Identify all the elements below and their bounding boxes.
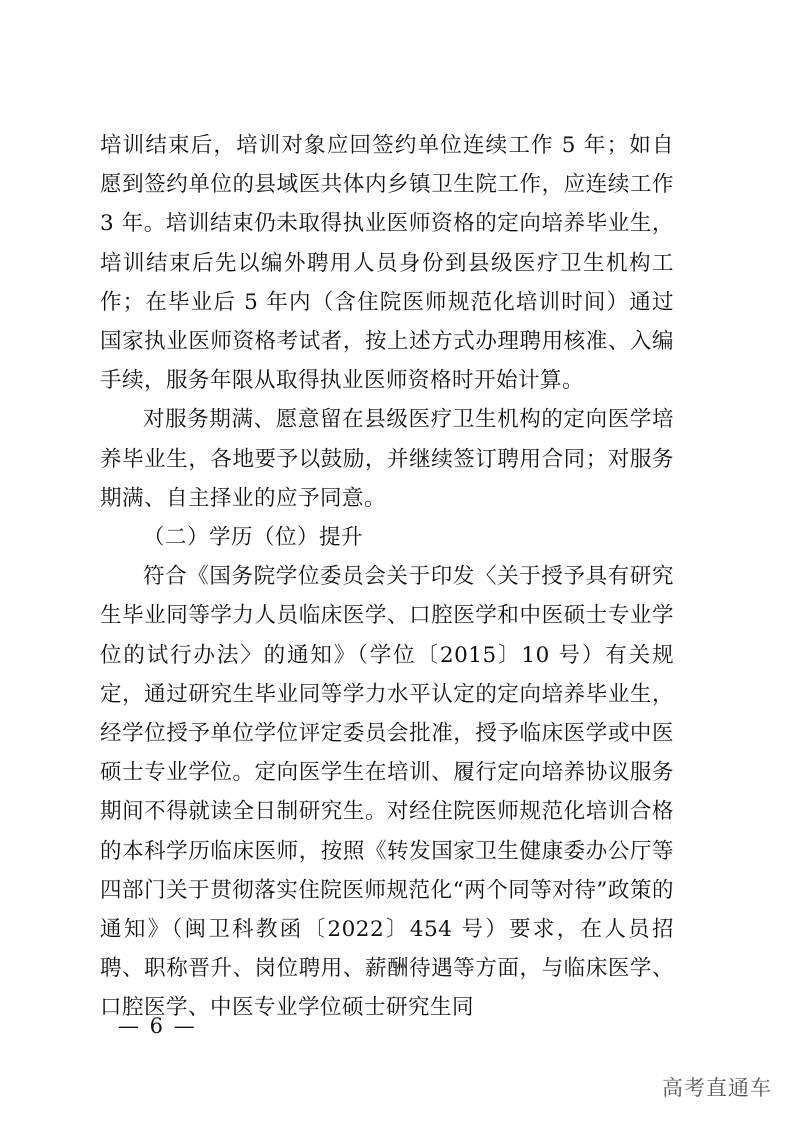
watermark: 高考直通车 [662,1076,772,1100]
section-heading: （二）学历（位）提升 [143,525,364,551]
paragraph-service-period: 对服务期满、愿意留在县级医疗卫生机构的定向医学培养毕业生，各地要予以鼓励，并继续签订聘用合同；对服务期满、自主择业的应予同意。 [100,407,674,511]
page-number: — 6 — [118,1014,197,1038]
paragraph-continuation: 培训结束后，培训对象应回签约单位连续工作 5 年；如自愿到签约单位的县域医共体内乡镇卫生院工作，应连续工作 3 年。培训结束仍未取得执业医师资格的定向培养毕业生，培训结束后先以编外聘用人员身份到县级医疗卫生机构工作；在毕业后 5 年内（含住院医师规范化培训时间）通过国家执业医师资格考试者，按上述方式办理聘用核准、入编手续，服务年限从取得执业医师资格时开始计算。 [100,133,674,394]
paragraph-degree-upgrade: 符合《国务院学位委员会关于印发〈关于授予具有研究生毕业同等学力人员临床医学、口腔医学和中医硕士专业学位的试行办法〉的通知》（学位〔2015〕10 号）有关规定，通过研究生毕业同等学力水平认定的定向培养毕业生，经学位授予单位学位评定委员会批准，授予临床医学或中医硕士专业学位。定向医学生在培训、履行定向培养协议服务期间不得就读全日制研究生。对经住院医师规范化培训合格的本科学历临床医师，按照《转发国家卫生健康委办公厅等四部门关于贯彻落实住院医师规范化“两个同等对待”政策的通知》（闽卫科教函〔2022〕454 号）要求，在人员招聘、职称晋升、岗位聘用、薪酬待遇等方面，与临床医学、口腔医学、中医专业学位硕士研究生同 [100,564,674,1021]
body-text [100,126,674,1028]
